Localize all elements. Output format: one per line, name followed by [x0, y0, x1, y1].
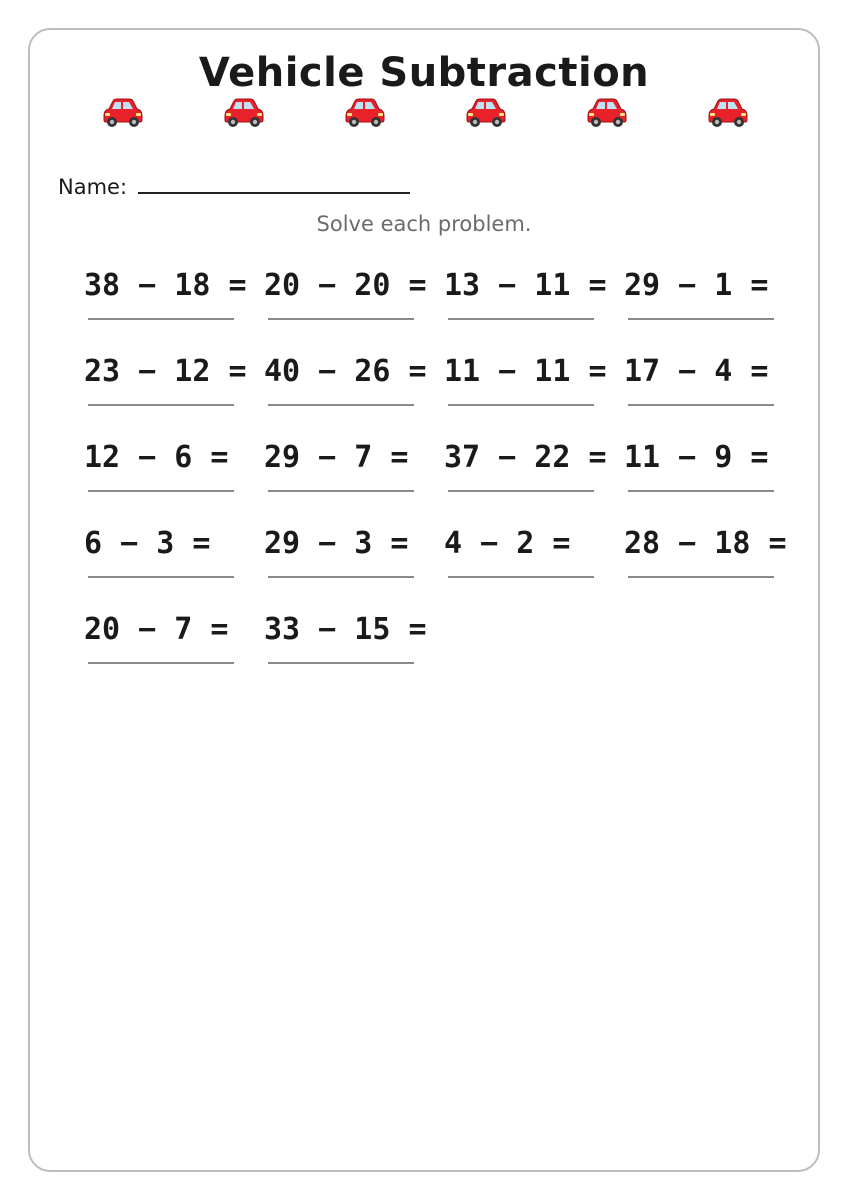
- subtraction-problem: [624, 526, 804, 586]
- answer-line[interactable]: [268, 490, 414, 492]
- instructions: Solve each problem.: [316, 212, 532, 236]
- name-write-line: [138, 172, 410, 194]
- problem-expression: 40 − 26 =: [264, 354, 427, 389]
- problem-expression: 38 − 18 =: [84, 268, 247, 303]
- problem-expression: 28 − 18 =: [624, 526, 787, 561]
- answer-line[interactable]: [268, 404, 414, 406]
- problem-expression: 11 − 11 =: [444, 354, 607, 389]
- subtraction-problem: [84, 440, 264, 500]
- answer-line[interactable]: [628, 490, 774, 492]
- answer-line[interactable]: [448, 404, 594, 406]
- problem-expression: 12 − 6 =: [84, 440, 229, 475]
- red-car-icon: [705, 92, 749, 128]
- answer-line[interactable]: [88, 318, 234, 320]
- problem-expression: 29 − 1 =: [624, 268, 769, 303]
- car-decoration-row: [0, 92, 848, 132]
- problem-expression: 23 − 12 =: [84, 354, 247, 389]
- subtraction-problem: [84, 612, 264, 672]
- answer-line[interactable]: [268, 662, 414, 664]
- name-field: [58, 172, 410, 199]
- problem-expression: 6 − 3 =: [84, 526, 211, 561]
- subtraction-problem: [624, 440, 804, 500]
- subtraction-problem: [264, 526, 444, 586]
- subtraction-problem: [264, 440, 444, 500]
- answer-line[interactable]: [88, 662, 234, 664]
- answer-line[interactable]: [88, 490, 234, 492]
- problem-expression: 13 − 11 =: [444, 268, 607, 303]
- answer-line[interactable]: [268, 318, 414, 320]
- answer-line[interactable]: [88, 404, 234, 406]
- red-car-icon: [342, 92, 386, 128]
- name-label: Name:: [58, 175, 128, 199]
- problem-expression: 20 − 20 =: [264, 268, 427, 303]
- problem-expression: 11 − 9 =: [624, 440, 769, 475]
- red-car-icon: [221, 92, 265, 128]
- subtraction-problem: [444, 268, 624, 328]
- problem-expression: 29 − 3 =: [264, 526, 409, 561]
- worksheet-border: [28, 28, 820, 1172]
- subtraction-problem: [264, 612, 444, 672]
- red-car-icon: [584, 92, 628, 128]
- answer-line[interactable]: [88, 576, 234, 578]
- subtraction-problem: [624, 268, 804, 328]
- subtraction-problem: [84, 354, 264, 414]
- answer-line[interactable]: [628, 318, 774, 320]
- problem-expression: 4 − 2 =: [444, 526, 571, 561]
- problem-expression: 29 − 7 =: [264, 440, 409, 475]
- answer-line[interactable]: [628, 404, 774, 406]
- page-title: Vehicle Subtraction: [198, 50, 650, 96]
- subtraction-problem: [84, 526, 264, 586]
- problem-expression: 37 − 22 =: [444, 440, 607, 475]
- answer-line[interactable]: [448, 576, 594, 578]
- problem-expression: 20 − 7 =: [84, 612, 229, 647]
- subtraction-problem: [264, 268, 444, 328]
- subtraction-problem: [84, 268, 264, 328]
- answer-line[interactable]: [448, 318, 594, 320]
- subtraction-problem: [444, 440, 624, 500]
- answer-line[interactable]: [448, 490, 594, 492]
- subtraction-problem: [624, 354, 804, 414]
- red-car-icon: [463, 92, 507, 128]
- problem-expression: 17 − 4 =: [624, 354, 769, 389]
- subtraction-problem: [444, 354, 624, 414]
- problem-expression: 33 − 15 =: [264, 612, 427, 647]
- subtraction-problem: [264, 354, 444, 414]
- subtraction-problem: [444, 526, 624, 586]
- answer-line[interactable]: [268, 576, 414, 578]
- red-car-icon: [100, 92, 144, 128]
- answer-line[interactable]: [628, 576, 774, 578]
